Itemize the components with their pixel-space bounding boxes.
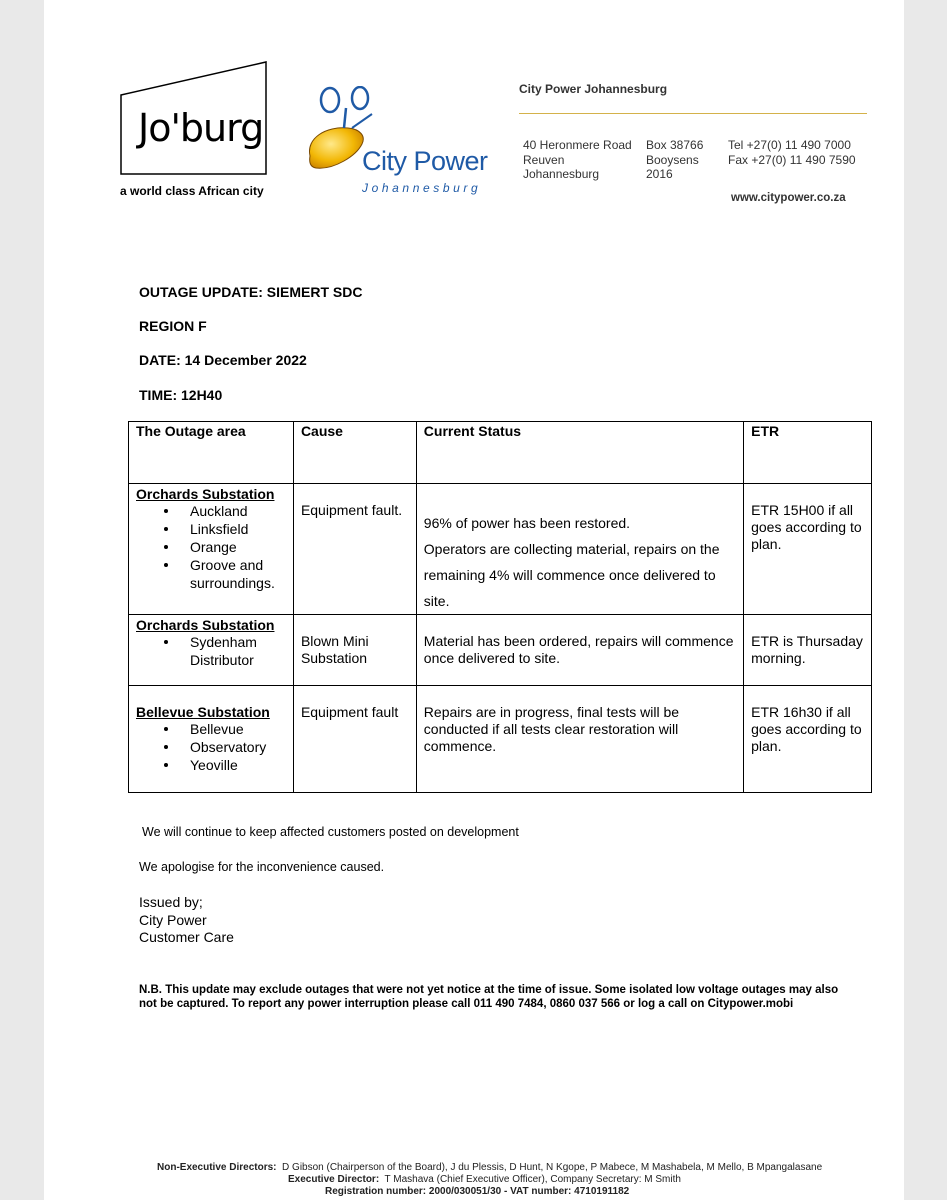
outage-table — [128, 421, 872, 793]
time-label: TIME: 12H40 — [139, 387, 223, 403]
issued-by-block — [139, 894, 234, 947]
list-item: Bellevue — [190, 720, 293, 738]
street-address — [523, 138, 632, 182]
cause-cell: Blown Mini Substation — [293, 615, 416, 686]
outage-area-cell — [129, 686, 294, 793]
outage-area-cell — [129, 615, 294, 686]
status-line: 96% of power has been restored. — [423, 515, 631, 531]
header-outage-area: The Outage area — [129, 422, 294, 484]
nonexec-names: D Gibson (Chairperson of the Board), J du Plessis, D Hunt, N Kgope, P Mabece, M Mashabela, M Mello, B Mpangalasane — [282, 1162, 823, 1173]
list-item: Linksfield — [190, 520, 293, 538]
list-item: Yeoville — [190, 756, 293, 774]
exec-names: T Mashava (Chief Executive Officer), Company Secretary: M Smith — [384, 1174, 681, 1185]
list-item: Orange — [190, 538, 293, 556]
status-line: Operators are collecting material, repairs on the remaining 4% will commence once delivered to site. — [423, 541, 720, 609]
table-row — [129, 615, 872, 686]
date-label: DATE: 14 December 2022 — [139, 352, 307, 368]
nb-notice: N.B. This update may exclude outages that were not yet notice at the time of issue. Some isolated low voltage outages may also not be captured. To report any power interruption please call 011 490 7484, 0860 037 566 or log a call on Citypower.mobi — [139, 984, 839, 1010]
address-line: Booysens — [646, 152, 699, 167]
cause-cell: Equipment fault. — [293, 484, 416, 615]
exec-label: Executive Director: — [288, 1174, 380, 1185]
table-row — [129, 686, 872, 793]
joburg-tagline: a world class African city — [120, 184, 264, 198]
list-item: Auckland — [190, 502, 293, 520]
header-etr: ETR — [744, 422, 872, 484]
issuer-name: City Power — [139, 911, 207, 928]
fax-line: Fax +27(0) 11 490 7590 — [728, 152, 856, 167]
issued-by-label: Issued by; — [139, 894, 203, 910]
nonexec-directors-line — [157, 1162, 822, 1175]
address-line: 40 Heronmere Road — [523, 138, 632, 152]
registration-line: Registration number: 2000/030051/30 - VAT number: 4710191182 — [325, 1186, 630, 1197]
city-power-logo-name: City Power — [362, 146, 488, 176]
list-item: Sydenham Distributor — [190, 633, 293, 669]
etr-cell: ETR 15H00 if all goes according to plan. — [744, 484, 872, 615]
status-line: Material has been ordered, repairs will commence once delivered to site. — [423, 633, 734, 666]
status-cell — [416, 615, 743, 686]
exec-director-line — [288, 1174, 681, 1187]
list-item: Groove and surroundings. — [190, 556, 293, 592]
status-cell — [416, 484, 743, 615]
address-line: 2016 — [646, 167, 673, 181]
address-line: Reuven — [523, 152, 565, 167]
nonexec-label: Non-Executive Directors: — [157, 1162, 277, 1173]
outage-title: OUTAGE UPDATE: SIEMERT SDC — [139, 284, 363, 300]
outage-area-cell — [129, 484, 294, 615]
city-power-logo-sub: Johannesburg — [362, 181, 482, 195]
joburg-logo-word: Jo'burg — [138, 106, 264, 150]
list-item: Observatory — [190, 738, 293, 756]
address-line: Box 38766 — [646, 138, 704, 152]
status-cell — [416, 686, 743, 793]
area-list — [136, 720, 293, 774]
website-link[interactable]: www.citypower.co.za — [731, 192, 846, 204]
phone-line: Tel +27(0) 11 490 7000 — [728, 138, 851, 152]
apology-message: We apologise for the inconvenience caused. — [139, 860, 385, 874]
substation-name: Orchards Substation — [136, 486, 275, 502]
substation-name: Bellevue Substation — [136, 704, 270, 720]
company-name: City Power Johannesburg — [519, 82, 668, 96]
cause-cell: Equipment fault — [293, 686, 416, 793]
address-line: Johannesburg — [523, 167, 600, 181]
substation-name: Orchards Substation — [136, 617, 275, 633]
table-row — [129, 484, 872, 615]
table-header-row — [129, 422, 872, 484]
etr-cell: ETR is Thursaday morning. — [744, 615, 872, 686]
continue-message: We will continue to keep affected customers posted on development — [142, 825, 519, 839]
header-divider — [519, 113, 867, 114]
region-label: REGION F — [139, 318, 207, 334]
area-list — [136, 633, 293, 669]
status-line: Repairs are in progress, final tests will be conducted if all tests clear restoration will commence. — [423, 704, 680, 754]
issuer-department: Customer Care — [139, 929, 234, 945]
etr-cell: ETR 16h30 if all goes according to plan. — [744, 686, 872, 793]
postal-address — [646, 138, 703, 182]
header-cause: Cause — [293, 422, 416, 484]
area-list — [136, 502, 293, 592]
header-current-status: Current Status — [416, 422, 743, 484]
contact-numbers — [728, 138, 856, 167]
